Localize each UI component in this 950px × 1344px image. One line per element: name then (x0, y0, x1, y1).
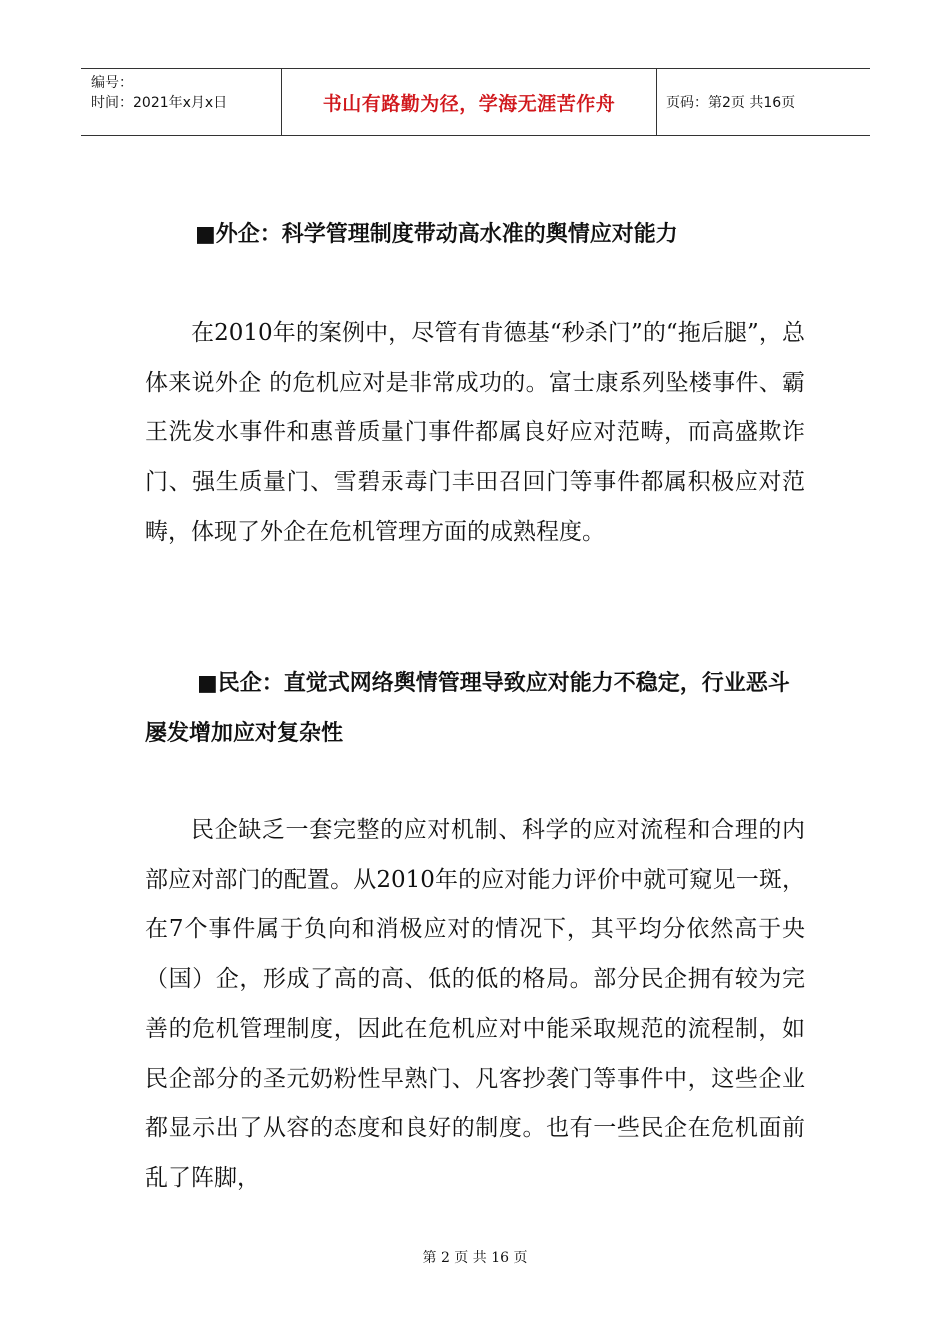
time-label: 时间：2021年x月x日 (91, 95, 228, 111)
section-paragraph-foreign: 在2010年的案例中，尽管有肯德基“秒杀门”的“拖后腿”，总体来说外企 的危机应对是非常成功的。富士康系列坠楼事件、霸王洗发水事件和惠普质量门事件都属良好应对范畴，而高盛欺诈门、强生质量门、雪碧汞毒门丰田召回门等事件都属积极应对范畴，体现了外企在危机管理方面的成熟程度。 (145, 320, 805, 545)
section-heading-private: ■民企：直觉式网络舆情管理导致应对能力不稳定，行业恶斗屡发增加应对复杂性 (145, 671, 790, 746)
number-label: 编号： (91, 75, 133, 91)
header-motto-cell (281, 69, 657, 135)
header-meta (81, 69, 281, 135)
header-page-cell (656, 69, 870, 135)
page-footer: 第 2 页 共 16 页 (422, 1250, 528, 1266)
header-motto: 书山有路勤为径，学海无涯苦作舟 (322, 92, 616, 115)
section-paragraph-private: 民企缺乏一套完整的应对机制、科学的应对流程和合理的内部应对部门的配置。从2010年的应对能力评价中就可窥见一斑，在7个事件属于负向和消极应对的情况下，其平均分依然高于央（国）企，形成了高的高、低的低的格局。部分民企拥有较为完善的危机管理制度，因此在危机应对中能采取规范的流程制，如民企部分的圣元奶粉性早熟门、凡客抄袭门等事件中，这些企业都显示出了从容的态度和良好的制度。也有一些民企在危机面前乱了阵脚， (145, 817, 805, 1191)
header-page-info: 页码：第2页 共16页 (666, 95, 796, 111)
document-header (81, 68, 870, 136)
section-heading-foreign: ■外企：科学管理制度带动高水准的舆情应对能力 (195, 222, 678, 247)
